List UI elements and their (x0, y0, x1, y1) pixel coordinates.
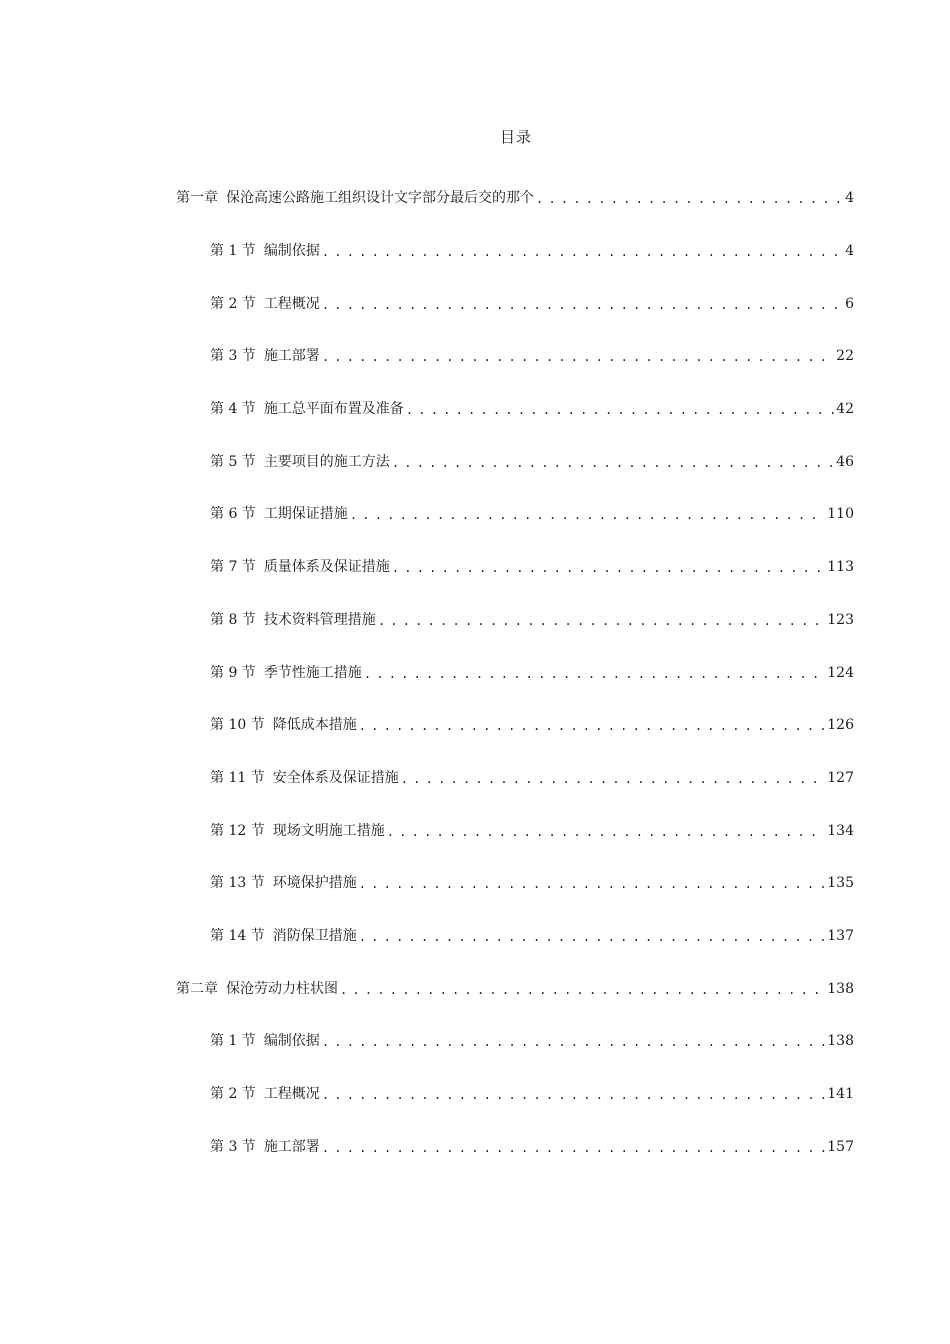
toc-entry-number: 第 9 节 (210, 664, 256, 681)
toc-title: 目录 (499, 128, 532, 146)
toc-entry-label (210, 715, 357, 735)
toc-section-entry[interactable] (0, 225, 950, 278)
toc-section-entry[interactable] (0, 330, 950, 383)
toc-entry-text: 保沧高速公路施工组织设计文字部分最后交的那个 (226, 190, 534, 207)
toc-entry-label (210, 1031, 320, 1051)
toc-entry-number: 第 4 节 (210, 401, 256, 418)
toc-entry-label (210, 504, 348, 524)
toc-entry-page-number: 4 (845, 190, 854, 207)
toc-section-entry[interactable] (0, 541, 950, 594)
toc-section-entry[interactable] (0, 752, 950, 805)
toc-section-entry[interactable] (0, 646, 950, 699)
toc-entry-label (210, 294, 320, 314)
toc-entry-page-number: 138 (827, 980, 854, 997)
toc-section-entry[interactable] (0, 383, 950, 436)
dot-leader (350, 504, 825, 524)
dot-leader (392, 557, 825, 577)
toc-entry-page-number: 141 (827, 1086, 854, 1103)
toc-section-entry[interactable] (0, 804, 950, 857)
toc-entry-page-number: 126 (827, 717, 854, 734)
toc-entry-number: 第二章 (176, 980, 218, 997)
dot-leader (322, 294, 843, 314)
toc-entry-page-number: 137 (827, 927, 854, 944)
toc-entry-label (210, 610, 376, 630)
toc-entry-label (210, 926, 357, 946)
toc-entry-page-number: 134 (827, 822, 854, 839)
toc-entry-text: 编制依据 (263, 243, 320, 260)
toc-entry-number: 第 3 节 (210, 1138, 256, 1155)
dot-leader (322, 241, 843, 261)
toc-entry-number: 第 2 节 (210, 1086, 256, 1103)
toc-entry-page-number: 42 (836, 401, 854, 418)
toc-entry-label (176, 979, 338, 999)
toc-section-entry[interactable] (0, 1015, 950, 1068)
toc-entry-page-number: 46 (836, 453, 854, 470)
toc-entry-label (210, 1137, 320, 1157)
toc-entry-label (210, 663, 362, 683)
toc-entry-label (176, 188, 534, 208)
toc-entry-text: 主要项目的施工方法 (263, 453, 390, 470)
toc-entry-label (210, 768, 399, 788)
toc-entry-text: 编制依据 (263, 1033, 320, 1050)
toc-entry-text: 降低成本措施 (272, 717, 357, 734)
toc-entry-text: 技术资料管理措施 (263, 611, 376, 628)
toc-entry-number: 第 2 节 (210, 295, 256, 312)
toc-entry-label (210, 557, 390, 577)
toc-entry-page-number: 113 (827, 559, 854, 576)
toc-entry-text: 工程概况 (263, 1086, 320, 1103)
toc-section-entry[interactable] (0, 1120, 950, 1173)
toc-entry-page-number: 124 (827, 664, 854, 681)
toc-entry-number: 第 13 节 (210, 875, 265, 892)
dot-leader (359, 715, 826, 735)
toc-entry-label (210, 399, 404, 419)
toc-entry-text: 施工部署 (263, 1138, 320, 1155)
toc-entry-text: 现场文明施工措施 (272, 822, 385, 839)
toc-entry-text: 消防保卫措施 (272, 927, 357, 944)
toc-entry-label (210, 241, 320, 261)
dot-leader (359, 873, 826, 893)
dot-leader (406, 399, 834, 419)
toc-list (0, 172, 950, 1173)
toc-section-entry[interactable] (0, 488, 950, 541)
toc-entry-page-number: 6 (845, 295, 854, 312)
toc-entry-number: 第 8 节 (210, 611, 256, 628)
toc-entry-number: 第 10 节 (210, 717, 265, 734)
toc-entry-page-number: 4 (845, 243, 854, 260)
toc-section-entry[interactable] (0, 435, 950, 488)
toc-entry-text: 安全体系及保证措施 (272, 769, 399, 786)
toc-entry-label (210, 821, 385, 841)
toc-entry-text: 工程概况 (263, 295, 320, 312)
toc-entry-number: 第 11 节 (210, 769, 265, 786)
toc-entry-page-number: 157 (827, 1138, 854, 1155)
dot-leader (387, 821, 826, 841)
toc-entry-page-number: 127 (827, 769, 854, 786)
dot-leader (536, 188, 843, 208)
toc-section-entry[interactable] (0, 857, 950, 910)
toc-entry-page-number: 123 (827, 611, 854, 628)
toc-entry-label (210, 452, 390, 472)
toc-entry-text: 季节性施工措施 (263, 664, 362, 681)
toc-entry-text: 工期保证措施 (263, 506, 348, 523)
dot-leader (322, 1084, 825, 1104)
toc-entry-number: 第 1 节 (210, 243, 256, 260)
toc-entry-number: 第 12 节 (210, 822, 265, 839)
toc-entry-page-number: 22 (836, 348, 854, 365)
toc-entry-text: 施工部署 (263, 348, 320, 365)
toc-section-entry[interactable] (0, 699, 950, 752)
dot-leader (378, 610, 825, 630)
dot-leader (322, 1031, 825, 1051)
toc-entry-label (210, 873, 357, 893)
toc-chapter-entry[interactable] (0, 962, 950, 1015)
dot-leader (359, 926, 826, 946)
toc-entry-text: 环境保护措施 (272, 875, 357, 892)
dot-leader (322, 346, 834, 366)
toc-section-entry[interactable] (0, 594, 950, 647)
toc-entry-number: 第 14 节 (210, 927, 265, 944)
toc-entry-text: 质量体系及保证措施 (263, 559, 390, 576)
toc-entry-number: 第 5 节 (210, 453, 256, 470)
toc-entry-page-number: 135 (827, 875, 854, 892)
toc-section-entry[interactable] (0, 1068, 950, 1121)
toc-chapter-entry[interactable] (0, 172, 950, 225)
dot-leader (340, 979, 825, 999)
toc-entry-number: 第 6 节 (210, 506, 256, 523)
dot-leader (364, 663, 825, 683)
toc-entry-label (210, 1084, 320, 1104)
toc-section-entry[interactable] (0, 910, 950, 963)
toc-section-entry[interactable] (0, 277, 950, 330)
toc-entry-number: 第一章 (176, 190, 218, 207)
toc-entry-text: 施工总平面布置及准备 (263, 401, 404, 418)
toc-entry-text: 保沧劳动力柱状图 (226, 980, 338, 997)
toc-entry-label (210, 346, 320, 366)
dot-leader (401, 768, 826, 788)
toc-entry-number: 第 7 节 (210, 559, 256, 576)
dot-leader (392, 452, 834, 472)
toc-entry-number: 第 3 节 (210, 348, 256, 365)
toc-entry-page-number: 110 (827, 506, 854, 523)
toc-entry-page-number: 138 (827, 1033, 854, 1050)
toc-entry-number: 第 1 节 (210, 1033, 256, 1050)
dot-leader (322, 1137, 825, 1157)
